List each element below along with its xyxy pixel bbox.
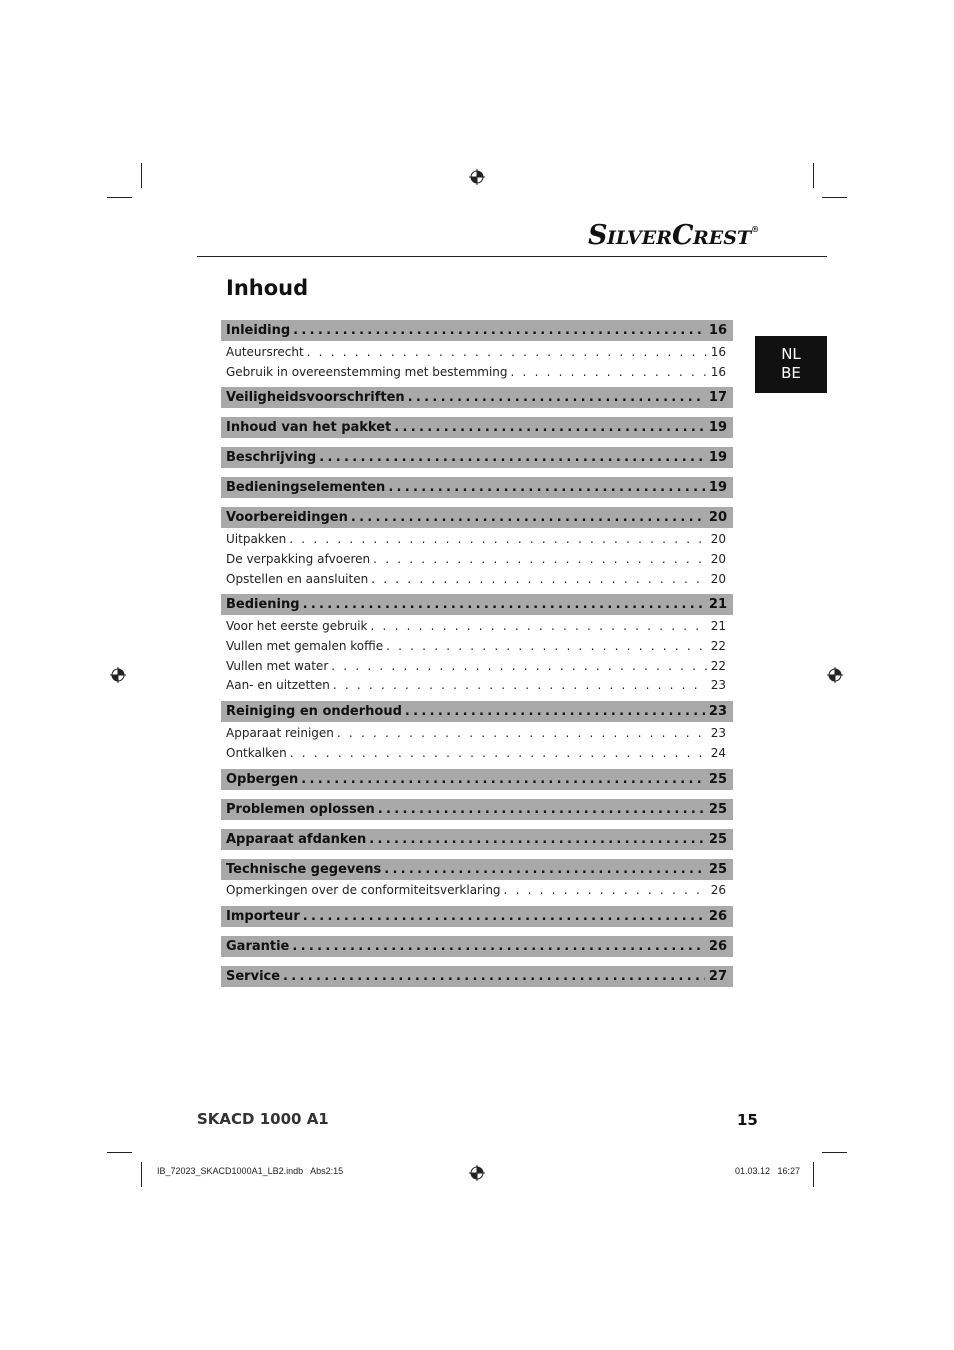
toc-entry-page: 22 (710, 638, 726, 653)
leader-dots (511, 365, 707, 379)
toc-entry-page: 16 (710, 344, 726, 359)
toc-heading-page: 17 (708, 390, 727, 406)
toc-heading-page: 26 (708, 939, 727, 955)
toc-entry (221, 656, 733, 676)
toc-section (221, 701, 733, 762)
toc-entry-title: Vullen met gemalen koffie (226, 638, 384, 653)
toc-entry (221, 676, 733, 696)
toc-entry-title: Aan- en uitzetten (226, 678, 330, 693)
leader-dots (293, 323, 705, 338)
leader-dots (290, 746, 707, 760)
toc-section (221, 417, 733, 438)
toc-heading (221, 320, 733, 341)
toc-entry-page: 23 (710, 726, 726, 741)
toc-heading-page: 23 (708, 704, 727, 720)
leader-dots (303, 909, 705, 924)
toc-heading (221, 477, 733, 498)
leader-dots (303, 597, 705, 612)
toc-entry-title: Ontkalken (226, 745, 287, 760)
page-number: 15 (737, 1111, 758, 1129)
leader-dots (307, 345, 707, 359)
leader-dots (369, 832, 705, 847)
toc-entry-page: 21 (710, 619, 726, 634)
leader-dots (292, 939, 705, 954)
registration-mark-icon (469, 169, 485, 185)
toc-heading-title: Veiligheidsvoorschriften (226, 390, 405, 406)
toc-heading-title: Inleiding (226, 323, 291, 338)
toc-entry-page: 20 (710, 571, 726, 586)
crop-mark (141, 1162, 142, 1187)
leader-dots (386, 639, 707, 653)
toc-heading (221, 594, 733, 615)
toc-heading-page: 19 (708, 450, 727, 466)
toc-heading-title: Opbergen (226, 771, 299, 787)
toc-heading (221, 966, 733, 987)
toc-entry-title: Opmerkingen over de conformiteitsverklaring (226, 883, 501, 898)
toc-section (221, 799, 733, 820)
toc-heading (221, 387, 733, 408)
toc-heading (221, 799, 733, 820)
toc-entry-title: Opstellen en aansluiten (226, 571, 369, 586)
crop-mark (822, 197, 847, 198)
toc-section (221, 859, 733, 901)
crop-mark (822, 1152, 847, 1153)
toc-entry (221, 549, 733, 569)
toc-section (221, 320, 733, 381)
leader-dots (384, 862, 705, 877)
toc-entry (221, 362, 733, 382)
toc-heading (221, 859, 733, 880)
leader-dots (371, 619, 707, 633)
toc-heading-title: Importeur (226, 909, 300, 925)
registration-mark-icon (827, 667, 843, 683)
language-tab (755, 336, 827, 393)
toc-heading (221, 936, 733, 957)
leader-dots (371, 572, 707, 586)
toc-heading-page: 19 (708, 480, 727, 496)
toc-heading-title: Voorbereidingen (226, 510, 348, 526)
toc-entry (221, 342, 733, 362)
toc-heading (221, 417, 733, 438)
toc-heading-page: 21 (708, 597, 727, 613)
registration-mark-icon (469, 1165, 485, 1181)
crop-mark (107, 1152, 132, 1153)
leader-dots (283, 969, 705, 984)
toc-section (221, 769, 733, 790)
toc-section (221, 936, 733, 957)
toc-heading-title: Garantie (226, 939, 290, 955)
toc-heading-page: 27 (708, 969, 727, 985)
brand-logo: SILVERCREST® (588, 220, 760, 251)
toc-entry (221, 569, 733, 589)
leader-dots (333, 678, 707, 692)
toc-entry (221, 723, 733, 743)
toc-section (221, 507, 733, 588)
toc-heading-title: Bedieningselementen (226, 480, 386, 496)
toc-heading (221, 829, 733, 850)
toc-entry-page: 22 (710, 658, 726, 673)
leader-dots (351, 510, 705, 525)
leader-dots (408, 390, 705, 405)
crop-mark (813, 1162, 814, 1187)
toc-heading-title: Bediening (226, 597, 300, 613)
leader-dots (388, 480, 705, 495)
toc-heading-page: 16 (708, 323, 727, 338)
toc-section (221, 829, 733, 850)
toc-heading-page: 25 (708, 831, 727, 847)
leader-dots (378, 802, 705, 817)
toc-heading-title: Technische gegevens (226, 861, 382, 877)
toc-entry-page: 24 (710, 745, 726, 760)
language-code: NL (781, 345, 801, 363)
toc-entry-page: 20 (710, 532, 726, 547)
toc-heading-page: 25 (708, 801, 727, 817)
toc-heading-page: 20 (708, 510, 727, 526)
leader-dots (373, 552, 707, 566)
toc-entry-title: De verpakking afvoeren (226, 551, 371, 566)
toc-heading-title: Inhoud van het pakket (226, 420, 392, 436)
leader-dots (337, 726, 707, 740)
toc-heading (221, 906, 733, 927)
toc-entry-page: 16 (710, 364, 726, 379)
toc-section (221, 477, 733, 498)
toc-entry (221, 636, 733, 656)
toc-heading (221, 447, 733, 468)
toc-entry-title: Apparaat reinigen (226, 726, 334, 741)
leader-dots (504, 883, 707, 897)
toc-section (221, 966, 733, 987)
toc-entry-title: Auteursrecht (226, 344, 304, 359)
toc-section (221, 594, 733, 695)
toc-heading-title: Service (226, 969, 281, 985)
toc-heading-title: Reiniging en onderhoud (226, 704, 402, 720)
toc-heading-page: 26 (708, 909, 727, 925)
toc-entry-page: 20 (710, 551, 726, 566)
toc-entry (221, 743, 733, 763)
crop-mark (141, 163, 142, 188)
leader-dots (319, 450, 705, 465)
toc-heading-page: 19 (708, 420, 727, 436)
crop-mark (107, 197, 132, 198)
toc-heading (221, 769, 733, 790)
toc-entry (221, 881, 733, 901)
leader-dots (289, 532, 706, 546)
toc-entry-page: 23 (710, 678, 726, 693)
leader-dots (331, 659, 706, 673)
crop-mark (813, 163, 814, 188)
toc-section (221, 906, 733, 927)
toc-heading-title: Apparaat afdanken (226, 831, 367, 847)
toc-entry-page: 26 (710, 883, 726, 898)
toc-heading (221, 701, 733, 722)
leader-dots (394, 420, 705, 435)
toc-heading-page: 25 (708, 861, 727, 877)
toc-entry-title: Vullen met water (226, 658, 329, 673)
leader-dots (405, 704, 705, 719)
registration-mark-icon (110, 667, 126, 683)
toc-heading-title: Beschrijving (226, 450, 317, 466)
model-number: SKACD 1000 A1 (197, 1110, 329, 1128)
toc-entry-title: Uitpakken (226, 532, 287, 547)
leader-dots (301, 772, 705, 787)
toc-heading-page: 25 (708, 771, 727, 787)
toc-section (221, 447, 733, 468)
table-of-contents (221, 320, 733, 996)
header-rule (197, 256, 827, 257)
page-title: Inhoud (226, 276, 309, 300)
toc-entry (221, 529, 733, 549)
toc-heading-title: Problemen oplossen (226, 801, 375, 817)
toc-heading (221, 507, 733, 528)
toc-entry (221, 616, 733, 636)
toc-entry-title: Voor het eerste gebruik (226, 619, 368, 634)
toc-entry-title: Gebruik in overeenstemming met bestemming (226, 364, 508, 379)
language-code: BE (781, 364, 801, 382)
date-info: 01.03.12 16:27 (735, 1166, 801, 1176)
toc-section (221, 387, 733, 408)
file-info: IB_72023_SKACD1000A1_LB2.indb Abs2:15 (157, 1166, 344, 1176)
